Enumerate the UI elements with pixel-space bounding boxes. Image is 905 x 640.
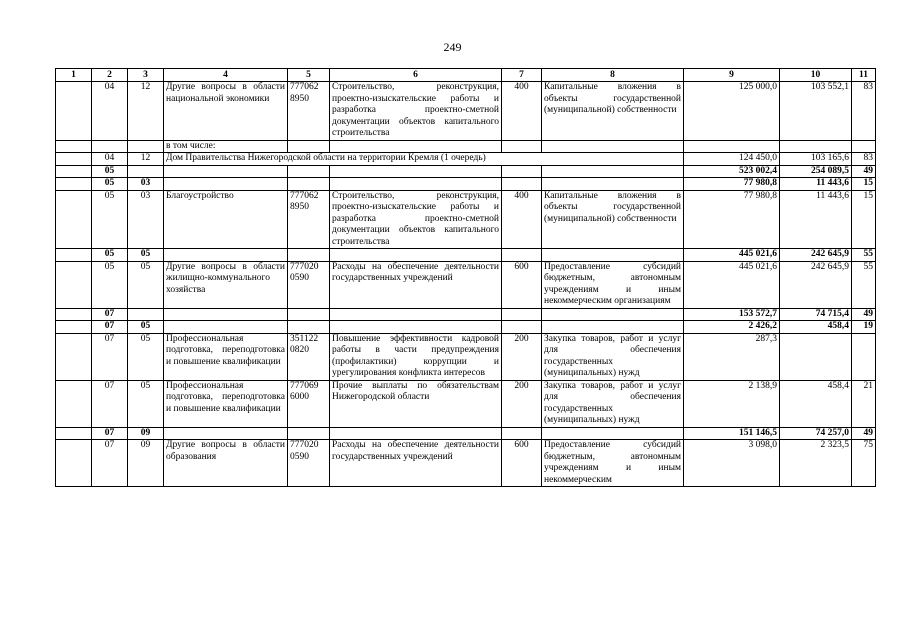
subsection-name: Другие вопросы в области образования xyxy=(164,440,288,487)
section-code: 07 xyxy=(92,321,128,334)
table-total-row xyxy=(56,165,876,178)
object-name: Дом Правительства Нижегородской области на территории Кремля (1 очередь) xyxy=(164,153,684,166)
expense-type-code: 200 xyxy=(502,380,542,427)
target-article-name: Расходы на обеспечение деятельности государственных учреждений xyxy=(330,440,502,487)
execution-percent: 83 xyxy=(852,82,876,141)
section-code: 07 xyxy=(92,308,128,321)
execution-percent: 19 xyxy=(852,321,876,334)
execution-percent: 49 xyxy=(852,308,876,321)
executed-amount: 103 552,1 xyxy=(780,82,852,141)
header-cell: 7 xyxy=(502,69,542,82)
section-code: 05 xyxy=(92,249,128,262)
subsection-name: Профессиональная подготовка, переподготовка и повышение квалификации xyxy=(164,380,288,427)
executed-amount xyxy=(780,333,852,380)
header-cell: 1 xyxy=(56,69,92,82)
target-article-name: Прочие выплаты по обязательствам Нижегородской области xyxy=(330,380,502,427)
table-row xyxy=(56,153,876,166)
execution-percent: 15 xyxy=(852,190,876,249)
expense-type-code: 400 xyxy=(502,190,542,249)
subsection-code: 05 xyxy=(128,261,164,308)
executed-amount: 74 257,0 xyxy=(780,427,852,440)
col1-cell xyxy=(56,333,92,380)
target-article-code: 777020 0590 xyxy=(288,261,330,308)
subsection-name: Благоустройство xyxy=(164,190,288,249)
table-total-row xyxy=(56,178,876,191)
subsection-name: Профессиональная подготовка, переподготовка и повышение квалификации xyxy=(164,333,288,380)
expense-type-name: Закупка товаров, работ и услуг для обеспечения государственных (муниципальных) нужд xyxy=(542,333,684,380)
section-code: 05 xyxy=(92,190,128,249)
section-code: 07 xyxy=(92,380,128,427)
subsection-code: 03 xyxy=(128,190,164,249)
execution-percent: 55 xyxy=(852,249,876,262)
execution-percent: 55 xyxy=(852,261,876,308)
subsection-code: 05 xyxy=(128,321,164,334)
expense-type-name: Капитальные вложения в объекты государственной (муниципальной) собственности xyxy=(542,190,684,249)
subsection-code: 12 xyxy=(128,82,164,141)
executed-amount: 2 323,5 xyxy=(780,440,852,487)
subsection-code: 05 xyxy=(128,333,164,380)
planned-amount: 2 426,2 xyxy=(684,321,780,334)
col1-cell xyxy=(56,261,92,308)
expense-type-code: 600 xyxy=(502,440,542,487)
table-header-row xyxy=(56,69,876,82)
header-cell: 5 xyxy=(288,69,330,82)
planned-amount: 445 021,6 xyxy=(684,249,780,262)
table-row xyxy=(56,190,876,249)
header-cell: 6 xyxy=(330,69,502,82)
section-code: 04 xyxy=(92,82,128,141)
planned-amount: 77 980,8 xyxy=(684,178,780,191)
table-total-row xyxy=(56,249,876,262)
subsection-code: 12 xyxy=(128,153,164,166)
subsection-code: 09 xyxy=(128,440,164,487)
target-article-name: Повышение эффективности кадровой работы в части предупреждения (профилактики) коррупции и урегулирования конфликта интересов xyxy=(330,333,502,380)
expense-type-name: Закупка товаров, работ и услуг для обеспечения государственных (муниципальных) нужд xyxy=(542,380,684,427)
target-article-name: Строительство, реконструкция, проектно-изыскательские работы и разработка проектно-сметной документации объектов капитального строительства xyxy=(330,190,502,249)
subsection-name: Другие вопросы в области жилищно-коммунального хозяйства xyxy=(164,261,288,308)
planned-amount: 153 572,7 xyxy=(684,308,780,321)
executed-amount: 11 443,6 xyxy=(780,190,852,249)
target-article-code: 777062 8950 xyxy=(288,82,330,141)
col1-cell xyxy=(56,380,92,427)
planned-amount: 125 000,0 xyxy=(684,82,780,141)
executed-amount: 242 645,9 xyxy=(780,261,852,308)
execution-percent: 49 xyxy=(852,427,876,440)
col1-cell xyxy=(56,440,92,487)
header-cell: 10 xyxy=(780,69,852,82)
executed-amount: 11 443,6 xyxy=(780,178,852,191)
target-article-name: Строительство, реконструкция, проектно-изыскательские работы и разработка проектно-сметной документации объектов капитального строительства xyxy=(330,82,502,141)
planned-amount: 77 980,8 xyxy=(684,190,780,249)
note-text: в том числе: xyxy=(164,140,288,153)
section-code: 05 xyxy=(92,165,128,178)
expense-type-code: 400 xyxy=(502,82,542,141)
executed-amount: 103 165,6 xyxy=(780,153,852,166)
execution-percent: 83 xyxy=(852,153,876,166)
target-article-code: 777020 0590 xyxy=(288,440,330,487)
table-row xyxy=(56,440,876,487)
planned-amount: 2 138,9 xyxy=(684,380,780,427)
planned-amount: 287,3 xyxy=(684,333,780,380)
table-total-row xyxy=(56,427,876,440)
header-cell: 11 xyxy=(852,69,876,82)
col1-cell xyxy=(56,82,92,141)
subsection-code: 03 xyxy=(128,178,164,191)
execution-percent: 21 xyxy=(852,380,876,427)
target-article-code: 351122 0820 xyxy=(288,333,330,380)
subsection-code: 09 xyxy=(128,427,164,440)
executed-amount: 458,4 xyxy=(780,380,852,427)
executed-amount: 74 715,4 xyxy=(780,308,852,321)
executed-amount: 458,4 xyxy=(780,321,852,334)
header-cell: 8 xyxy=(542,69,684,82)
budget-table xyxy=(55,68,876,487)
executed-amount: 254 089,5 xyxy=(780,165,852,178)
col1-cell xyxy=(56,190,92,249)
table-row xyxy=(56,261,876,308)
table-total-row xyxy=(56,308,876,321)
execution-percent xyxy=(852,333,876,380)
planned-amount: 445 021,6 xyxy=(684,261,780,308)
page-number: 249 xyxy=(443,40,462,54)
section-code: 07 xyxy=(92,333,128,380)
subsection-code: 05 xyxy=(128,249,164,262)
expense-type-name: Предоставление субсидий бюджетным, автономным учреждениям и иным некоммерческим организациям xyxy=(542,261,684,308)
planned-amount: 3 098,0 xyxy=(684,440,780,487)
header-cell: 2 xyxy=(92,69,128,82)
section-code: 07 xyxy=(92,427,128,440)
execution-percent: 49 xyxy=(852,165,876,178)
header-cell: 4 xyxy=(164,69,288,82)
target-article-code: 777069 6000 xyxy=(288,380,330,427)
expense-type-code: 600 xyxy=(502,261,542,308)
planned-amount: 124 450,0 xyxy=(684,153,780,166)
planned-amount: 151 146,5 xyxy=(684,427,780,440)
planned-amount: 523 002,4 xyxy=(684,165,780,178)
subsection-code xyxy=(128,165,164,178)
expense-type-name: Предоставление субсидий бюджетным, автономным учреждениям и иным некоммерческим xyxy=(542,440,684,487)
executed-amount: 242 645,9 xyxy=(780,249,852,262)
header-cell: 9 xyxy=(684,69,780,82)
section-code: 04 xyxy=(92,153,128,166)
expense-type-code: 200 xyxy=(502,333,542,380)
subsection-name: Другие вопросы в области национальной экономики xyxy=(164,82,288,141)
subsection-code xyxy=(128,308,164,321)
table-row xyxy=(56,82,876,141)
expense-type-name: Капитальные вложения в объекты государственной (муниципальной) собственности xyxy=(542,82,684,141)
target-article-name: Расходы на обеспечение деятельности государственных учреждений xyxy=(330,261,502,308)
subsection-code: 05 xyxy=(128,380,164,427)
table-row xyxy=(56,333,876,380)
target-article-code: 777062 8950 xyxy=(288,190,330,249)
execution-percent: 75 xyxy=(852,440,876,487)
section-code: 07 xyxy=(92,440,128,487)
table-row xyxy=(56,140,876,153)
section-code: 05 xyxy=(92,178,128,191)
table-total-row xyxy=(56,321,876,334)
section-code: 05 xyxy=(92,261,128,308)
header-cell: 3 xyxy=(128,69,164,82)
execution-percent: 15 xyxy=(852,178,876,191)
table-row xyxy=(56,380,876,427)
